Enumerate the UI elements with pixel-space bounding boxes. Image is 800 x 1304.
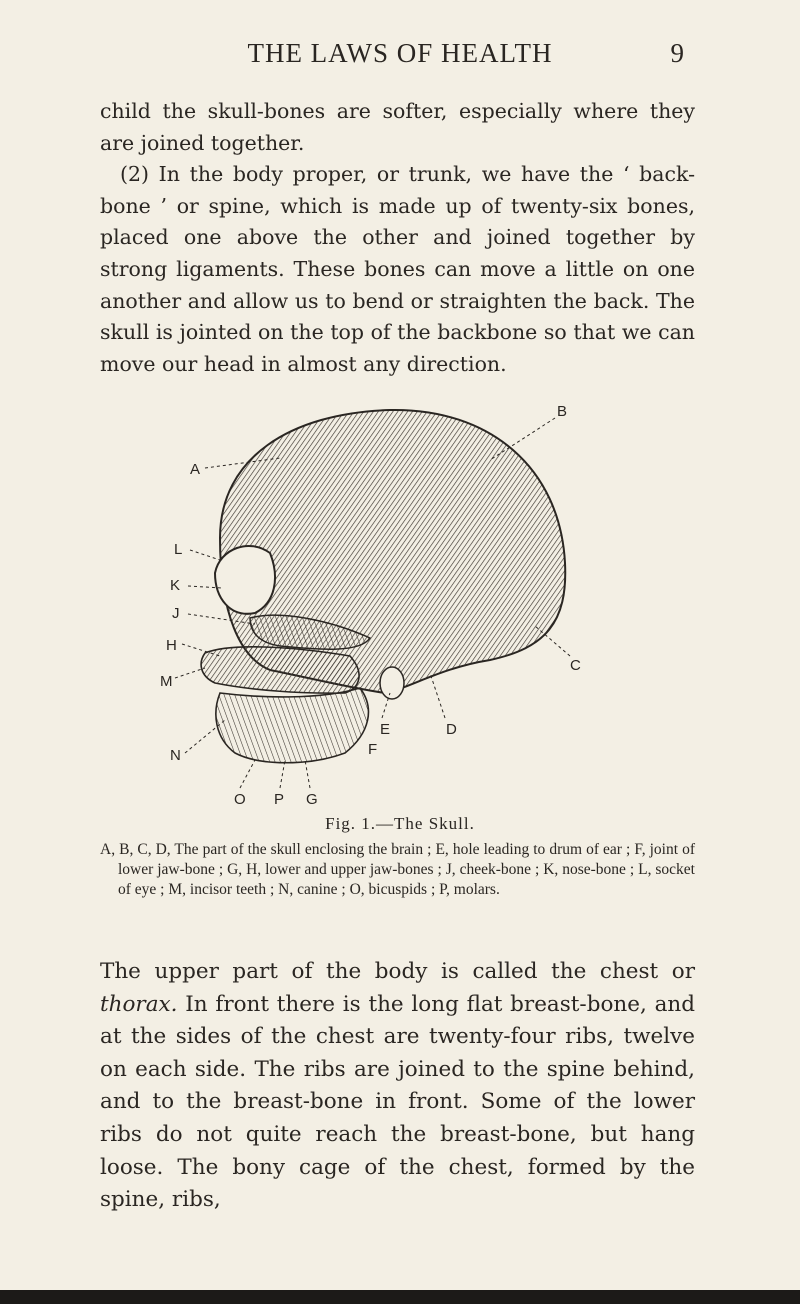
page-header [0, 34, 800, 74]
lower-jaw-shape [216, 688, 369, 763]
skull-illustration [160, 388, 620, 808]
label-n: N [170, 747, 181, 764]
label-e: E [380, 721, 391, 738]
label-m: M [160, 673, 173, 690]
upper-jaw-shape [201, 647, 359, 693]
paragraph-2: (2) In the body proper, or trunk, we have the ‘ back-bone ’ or spine, which is made up of twenty-six bones, placed one above the other and joined together by strong ligaments. These bones can move a little on one another and allow us to bend or straighten the back. The skull is jointed on the top of the backbone so that we can move our head in almost any direction. [100, 162, 695, 376]
label-h: H [166, 637, 177, 654]
label-b: B [557, 403, 568, 420]
paragraph-3 [100, 956, 695, 1217]
leader-d [430, 673, 445, 718]
running-title: THE LAWS OF HEALTH [247, 38, 553, 68]
label-c: C [570, 657, 581, 674]
leader-g [305, 760, 310, 788]
paragraph-3-start: The upper part of the body is called the chest or [100, 959, 695, 984]
skull-figure [160, 388, 620, 808]
label-l: L [174, 541, 183, 558]
leader-n [185, 720, 225, 753]
leader-l [190, 550, 220, 560]
figure-caption: Fig. 1.—The Skull. [325, 814, 475, 833]
figure-legend-text: A, B, C, D, The part of the skull enclosing the brain ; E, hole leading to drum of ear ; F, joint of lower jaw-bone ; G, H, lower and upper jaw-bones ; J, cheek-bone ; K, nose-bone ; L, socket of eye ; M, incisor teeth ; N, canine ; O, bicuspids ; P, molars. [100, 841, 695, 898]
label-f: F [368, 741, 378, 758]
leader-m [175, 668, 205, 678]
label-g: G [306, 791, 318, 808]
label-k: K [170, 577, 181, 594]
ear-hole-shape [380, 667, 404, 699]
paragraph-3-rest: In front there is the long flat breast-bone, and at the sides of the chest are twenty-four ribs, twelve on each side. The ribs are joined to the spine behind, and to the breast-bone in front. Some of the lower ribs do not quite reach the breast-bone, but hang loose. The bony cage of the chest, formed by the spine, ribs, [100, 991, 695, 1213]
bottom-edge-rule [0, 1290, 800, 1304]
label-j: J [172, 605, 180, 622]
label-a: A [190, 461, 201, 478]
body-text-top [100, 96, 695, 380]
paragraph-1: child the skull-bones are softer, especially where they are joined together. [100, 99, 695, 155]
orbit-shape [215, 546, 275, 614]
label-p: P [274, 791, 285, 808]
page-number: 9 [670, 38, 684, 68]
leader-o [240, 760, 255, 788]
leader-p [280, 760, 285, 788]
figure-legend [100, 840, 695, 900]
label-d: D [446, 721, 457, 738]
label-o: O [234, 791, 246, 808]
thorax-term: thorax. [100, 991, 178, 1017]
